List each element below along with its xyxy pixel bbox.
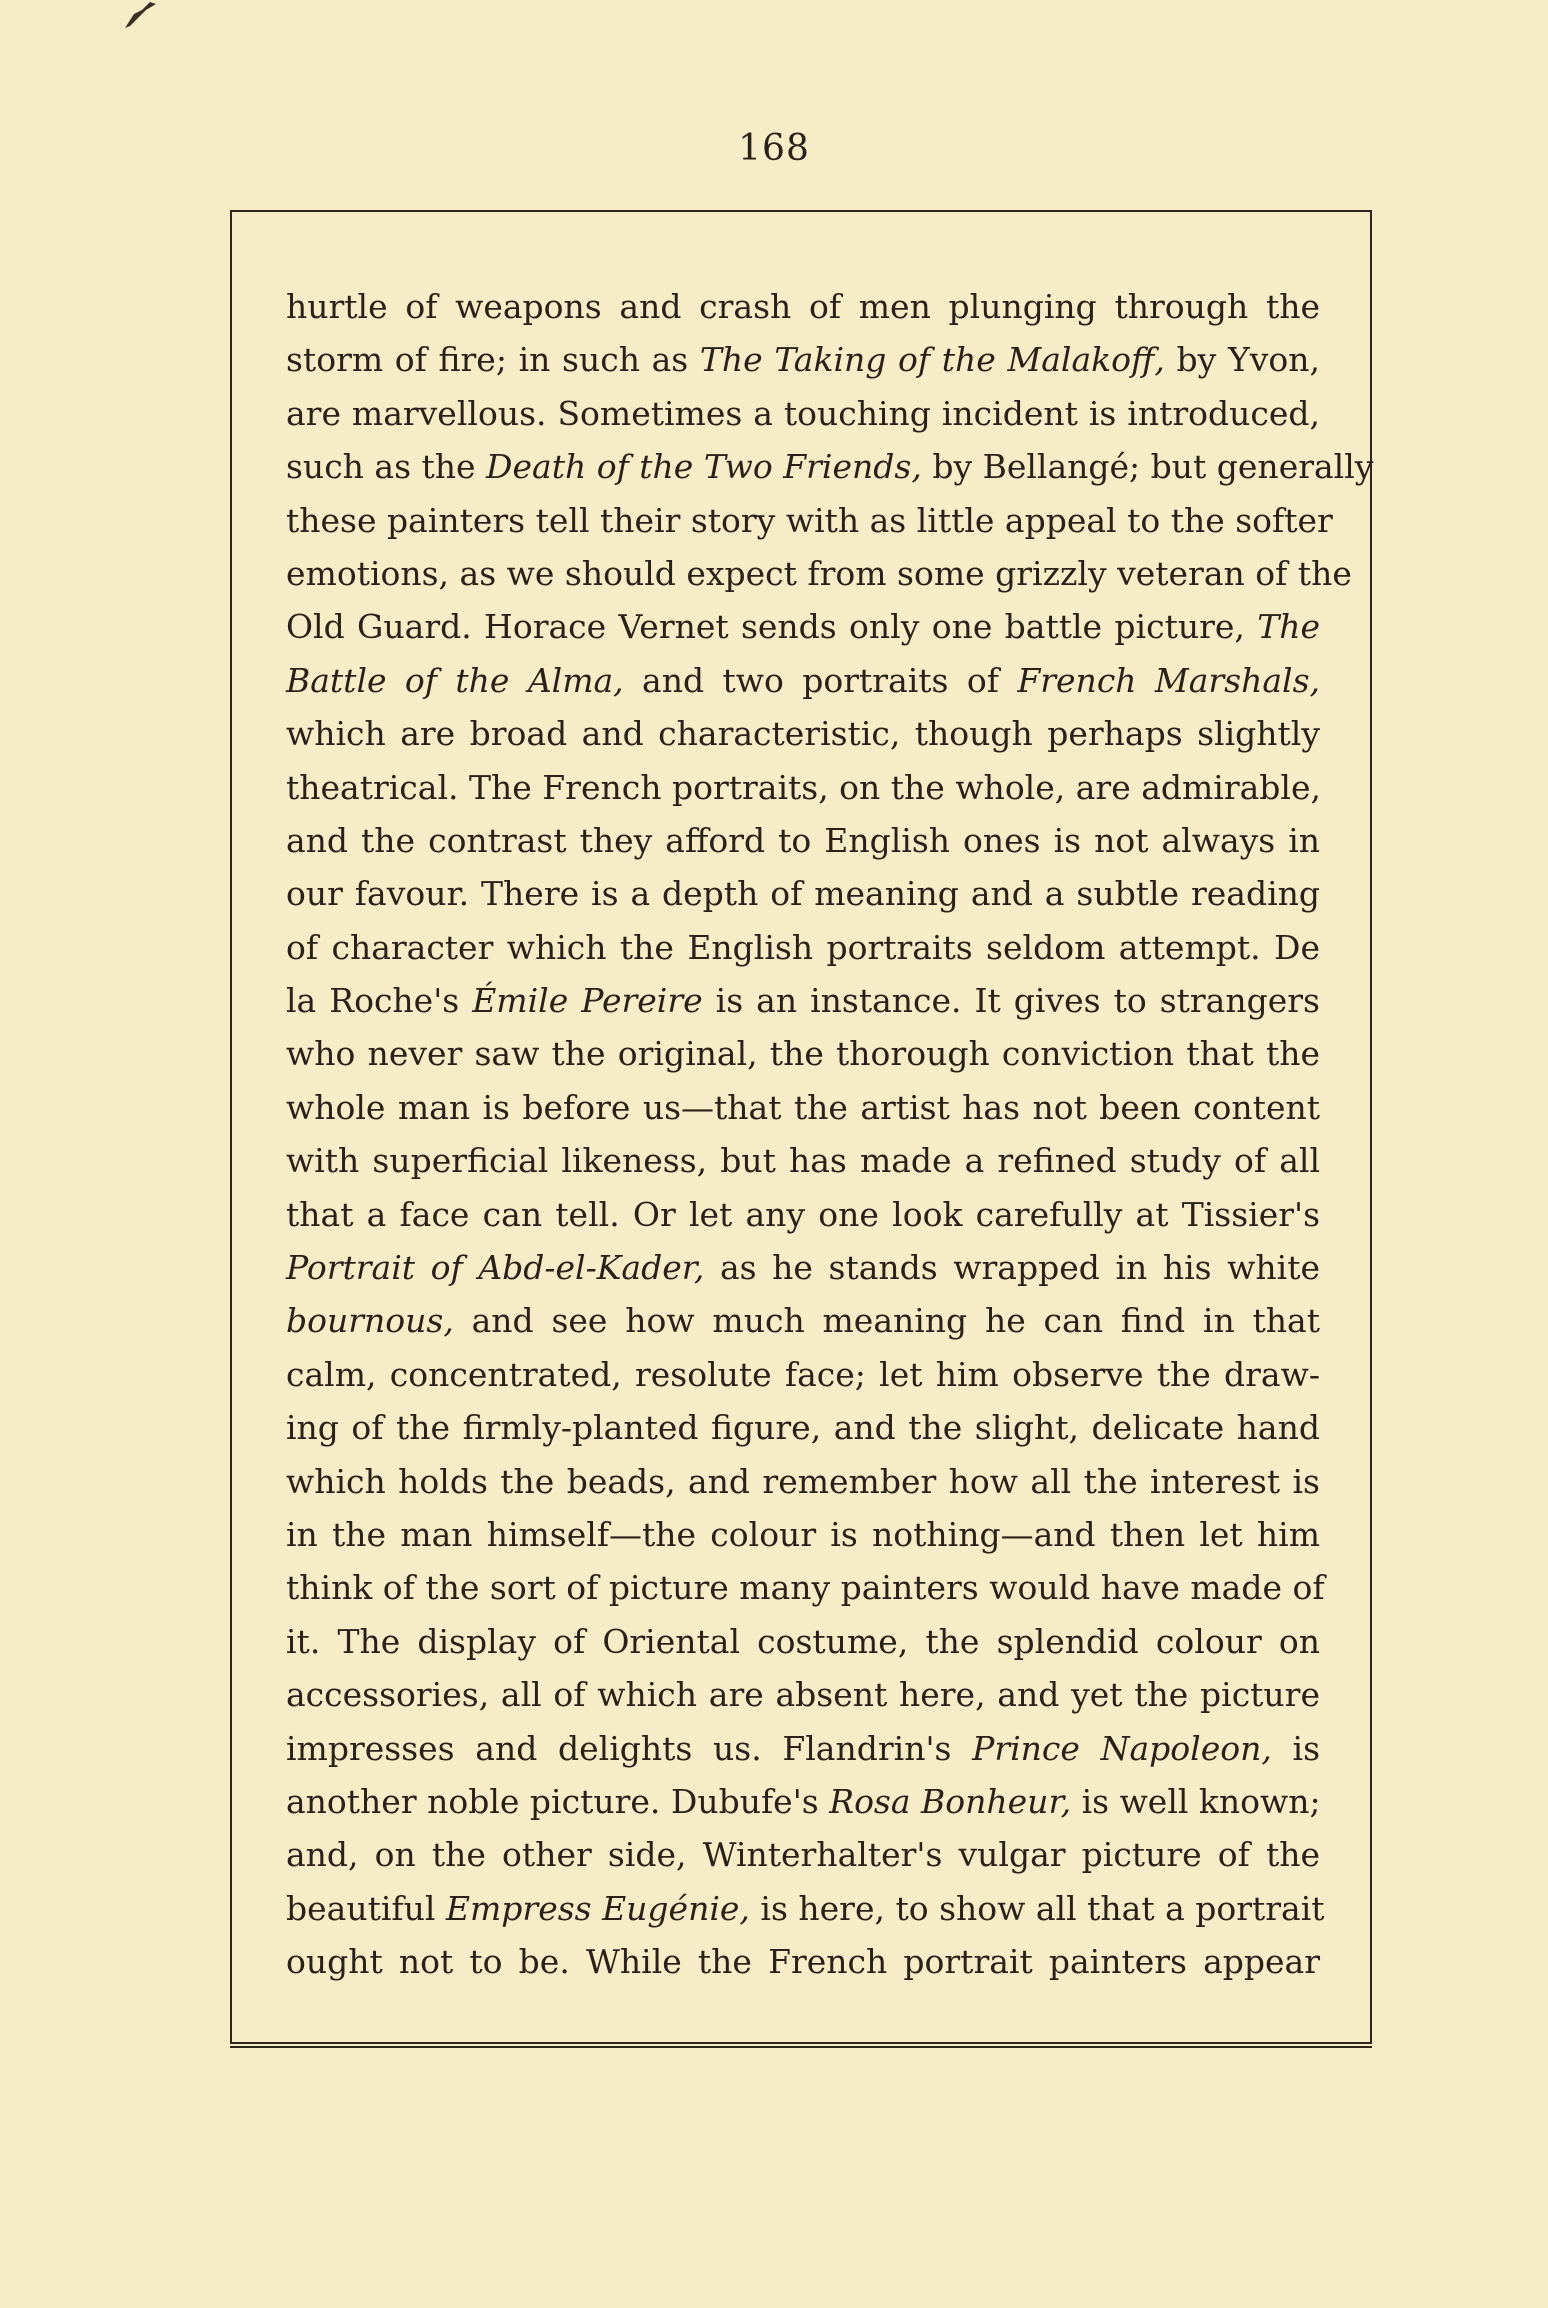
italic-title: Death of the Two Friends, <box>486 447 922 487</box>
text-run: ing of the firmly-planted figure, and the slight, delicate hand <box>286 1408 1320 1448</box>
text-run: la Roche's <box>286 981 473 1021</box>
text-line <box>286 1508 1320 1561</box>
italic-title: bournous, <box>286 1301 454 1341</box>
text-line <box>286 1348 1320 1401</box>
text-run: theatrical. The French portraits, on the whole, are admirable, <box>286 767 1322 807</box>
text-line <box>286 547 1352 600</box>
text-line <box>286 1935 1320 1988</box>
text-run: who never saw the original, the thorough conviction that the <box>286 1034 1320 1074</box>
text-run: think of the sort of picture many painters would have made of <box>286 1568 1325 1608</box>
text-run: in the man himself—the colour is nothing—and then let him <box>286 1514 1320 1554</box>
text-line <box>286 280 1320 333</box>
text-line <box>286 867 1320 920</box>
body-text <box>286 280 1374 1989</box>
text-run: and the contrast they afford to English ones is not always in <box>286 820 1320 860</box>
text-run: is <box>1271 1728 1321 1768</box>
frame-bottom-rule <box>230 2042 1372 2048</box>
text-run: impresses and delights us. Flandrin's <box>286 1728 973 1768</box>
text-line <box>286 1722 1320 1775</box>
text-line <box>286 1455 1320 1508</box>
text-run: such as the <box>286 447 487 487</box>
text-run: and see how much meaning he can find in that <box>453 1301 1320 1341</box>
text-run: accessories, all of which are absent here, and yet the picture <box>286 1675 1320 1715</box>
text-run: beautiful <box>286 1888 446 1928</box>
italic-title: Portrait of Abd-el-Kader, <box>286 1248 705 1288</box>
text-line <box>286 494 1333 547</box>
italic-title: Émile Pereire <box>472 981 703 1021</box>
text-line <box>286 1828 1320 1881</box>
text-line <box>286 1615 1320 1668</box>
text-line <box>286 1188 1320 1241</box>
text-line <box>286 761 1320 814</box>
text-run: these painters tell their story with as little appeal to the softer <box>286 500 1333 540</box>
text-line <box>286 1134 1320 1187</box>
text-line <box>286 1401 1320 1454</box>
italic-title: Empress Eugénie, <box>445 1888 750 1928</box>
text-line <box>286 1241 1320 1294</box>
text-line <box>286 1775 1320 1828</box>
text-run: as he stands wrapped in his white <box>704 1248 1321 1288</box>
text-line <box>286 1561 1325 1614</box>
text-run: another noble picture. Dubufe's <box>286 1781 830 1821</box>
italic-title: Prince Napoleon, <box>972 1728 1272 1768</box>
text-run: storm of fire; in such as <box>286 340 700 380</box>
text-run: and two portraits of <box>623 660 1018 700</box>
text-run: our favour. There is a depth of meaning and a subtle reading <box>286 874 1320 914</box>
text-run: are marvellous. Sometimes a touching incident is introduced, <box>286 393 1320 433</box>
italic-title: Battle of the Alma, <box>286 660 624 700</box>
text-run: by Bellangé; but generally <box>921 447 1374 487</box>
text-run: with superficial likeness, but has made a refined study of all <box>286 1141 1320 1181</box>
text-run: and, on the other side, Winterhalter's vulgar picture of the <box>286 1835 1320 1875</box>
page-number: 168 <box>738 128 810 169</box>
text-line <box>286 1882 1325 1935</box>
text-line <box>286 707 1320 760</box>
italic-title: The <box>1257 607 1320 647</box>
text-line <box>286 1294 1320 1347</box>
text-line <box>286 333 1320 386</box>
text-run: hurtle of weapons and crash of men plunging through the <box>286 287 1320 326</box>
text-line <box>286 1668 1320 1721</box>
text-run: is an instance. It gives to strangers <box>702 981 1320 1021</box>
text-line <box>286 814 1320 867</box>
italic-title: French Marshals, <box>1017 660 1321 700</box>
text-line <box>286 974 1320 1027</box>
text-run: emotions, as we should expect from some grizzly veteran of the <box>286 553 1352 593</box>
text-run: whole man is before us—that the artist has not been content <box>286 1087 1320 1127</box>
text-run: calm, concentrated, resolute face; let him observe the draw- <box>286 1354 1320 1394</box>
text-run: is well known; <box>1071 1781 1321 1821</box>
text-run: by Yvon, <box>1164 340 1320 380</box>
text-line <box>286 921 1320 974</box>
ink-mark-icon <box>120 0 160 30</box>
text-line <box>286 1027 1320 1080</box>
text-line <box>286 440 1374 493</box>
text-run: it. The display of Oriental costume, the splendid colour on <box>286 1621 1320 1661</box>
text-line <box>286 387 1320 440</box>
text-run: which holds the beads, and remember how all the interest is <box>286 1461 1320 1501</box>
text-run: of character which the English portraits seldom attempt. De <box>286 927 1320 967</box>
text-run: ought not to be. While the French portrait painters appear <box>286 1942 1320 1982</box>
text-run: which are broad and characteristic, though perhaps slightly <box>286 714 1320 754</box>
italic-title: The Taking of the Malakoff, <box>699 340 1165 380</box>
text-run: is here, to show all that a portrait <box>749 1888 1325 1928</box>
text-run: that a face can tell. Or let any one look carefully at Tissier's <box>286 1194 1320 1234</box>
text-run: Old Guard. Horace Vernet sends only one battle picture, <box>286 607 1258 647</box>
text-line <box>286 600 1320 653</box>
italic-title: Rosa Bonheur, <box>829 1781 1072 1821</box>
text-line <box>286 654 1320 707</box>
text-line <box>286 1081 1320 1134</box>
